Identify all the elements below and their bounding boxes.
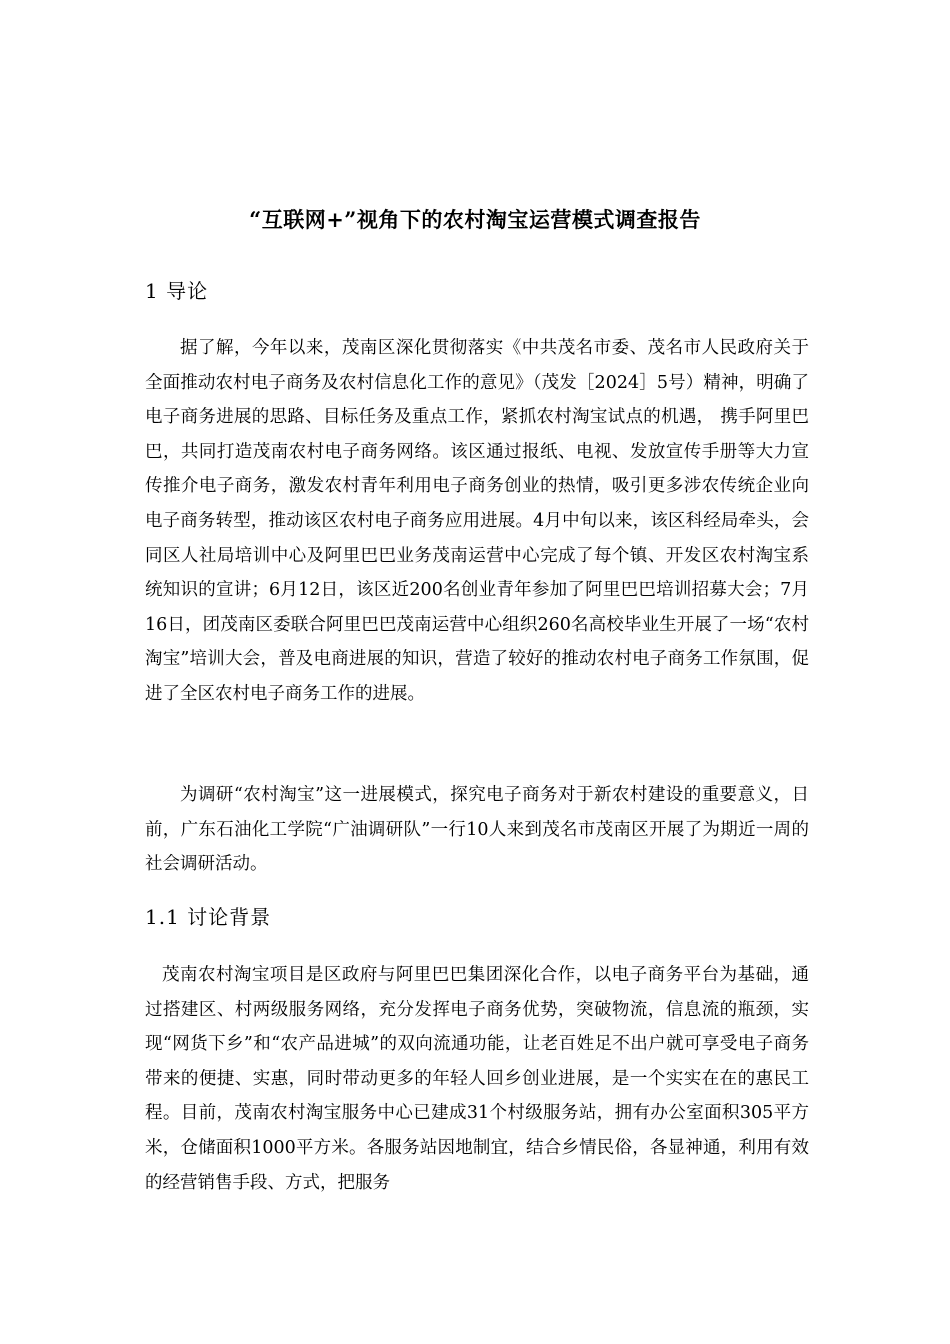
section-heading-background: 1.1 讨论背景 [145,905,272,929]
section-heading-introduction: 1 导论 [145,279,209,303]
body-paragraph: 为调研“农村淘宝”这一进展模式，探究电子商务对于新农村建设的重要意义，日前，广东石油化工学院“广油调研队”一行10人来到茂名市茂南区开展了为期近一周的社会调研活动。 [145,785,809,875]
document-title: “互联网+”视角下的农村淘宝运营模式调查报告 [249,207,701,232]
body-paragraph: 茂南农村淘宝项目是区政府与阿里巴巴集团深化合作，以电子商务平台为基础，通过搭建区、村两级服务网络，充分发挥电子商务优势，突破物流，信息流的瓶颈，实现“网货下乡”和“农产品进城”的双向流通功能，让老百姓足不出户就可享受电子商务带来的便捷、实惠，同时带动更多的年轻人回乡创业进展，是一个实实在在的惠民工程。目前，茂南农村淘宝服务中心已建成31个村级服务站，拥有办公室面积305平方米，仓储面积1000平方米。各服务站因地制宜，结合乡情民俗，各显神通，利用有效的经营销售手段、方式，把服务 [145,965,809,1193]
body-paragraph: 据了解，今年以来，茂南区深化贯彻落实《中共茂名市委、茂名市人民政府关于全面推动农村电子商务及农村信息化工作的意见》（茂发［2024］5号）精神，明确了电子商务进展的思路、目标任务及重点工作，紧抓农村淘宝试点的机遇， 携手阿里巴巴，共同打造茂南农村电子商务网络。该区通过报纸、电视、发放宣传手册等大力宣传推介电子商务，激发农村青年利用电子商务创业的热情，吸引更多涉农传统企业向电子商务转型，推动该区农村电子商务应用进展。4月中旬以来，该区科经局牵头，会同区人社局培训中心及阿里巴巴业务茂南运营中心完成了每个镇、开发区农村淘宝系统知识的宣讲；6月12日，该区近200名创业青年参加了阿里巴巴培训招募大会；7月16日，团茂南区委联合阿里巴巴茂南运营中心组织260名高校毕业生开展了一场“农村淘宝”培训大会，普及电商进展的知识，营造了较好的推动农村电子商务工作氛围，促进了全区农村电子商务工作的进展。 [145,338,809,704]
